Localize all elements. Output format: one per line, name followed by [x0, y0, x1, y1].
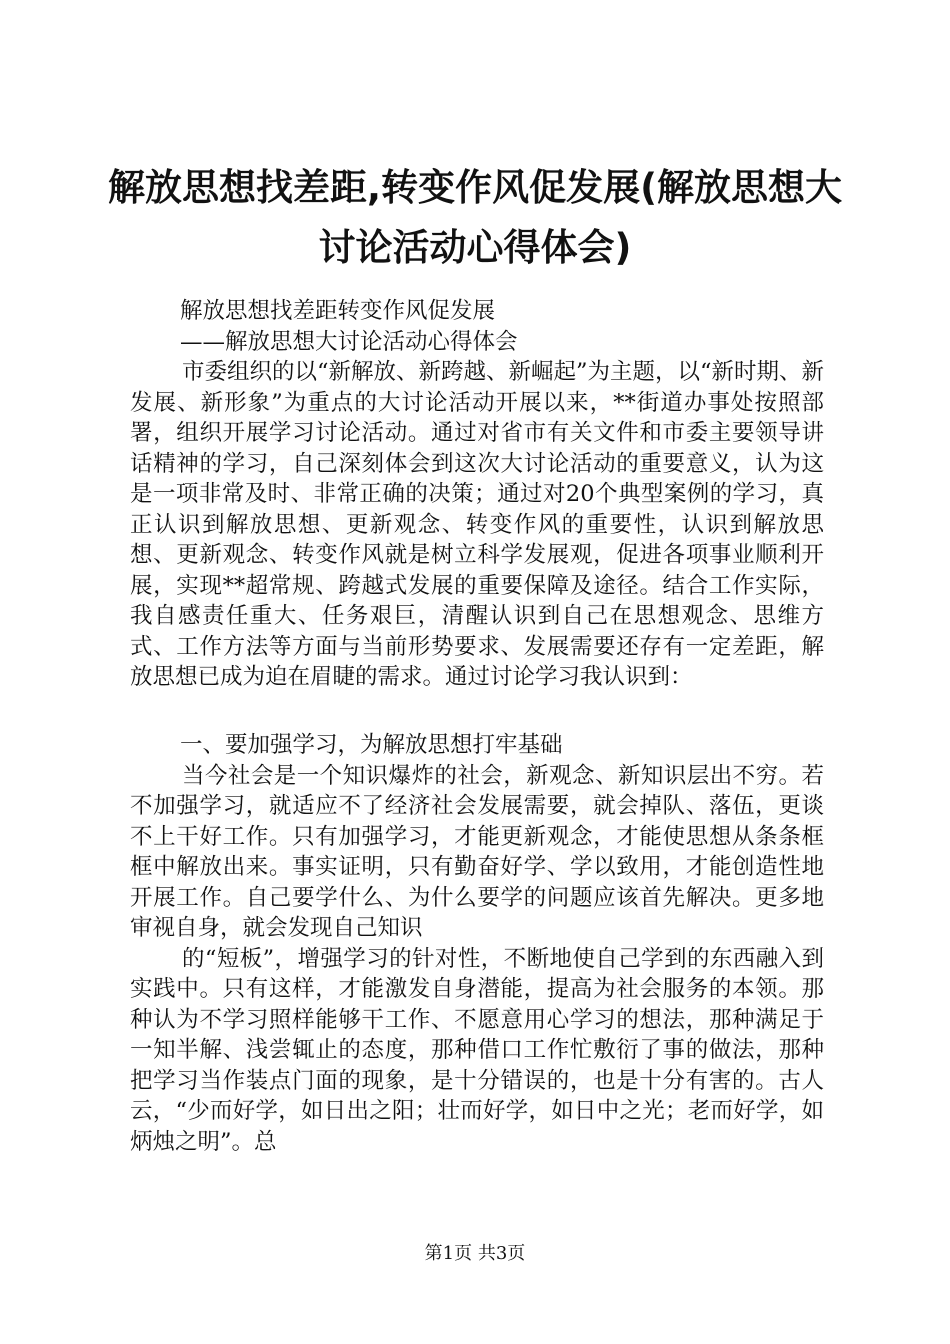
subtitle-main: 解放思想找差距转变作风促发展: [180, 298, 496, 324]
section-one: [130, 730, 824, 1157]
paragraph-study: 当今社会是一个知识爆炸的社会，新观念、新知识层出不穷。若不加强学习，就适应不了经济社会发展需要，就会掉队、落伍，更谈不上干好工作。只有加强学习，才能更新观念，才能使思想从条条框框中解放出来。事实证明，只有勤奋好学、学以致用，才能创造性地开展工作。自己要学什么、为什么要学的问题应该首先解决。更多地审视自身，就会发现自己知识: [130, 762, 824, 941]
section-heading: 一、要加强学习，为解放思想打牢基础: [180, 732, 563, 758]
subtitle-block: [130, 296, 824, 693]
paragraph-intro: 市委组织的以“新解放、新跨越、新崛起”为主题，以“新时期、新发展、新形象”为重点的大讨论活动开展以来，**街道办事处按照部署，组织开展学习讨论活动。通过对省市有关文件和市委主要领导讲话精神的学习，自己深刻体会到这次大讨论活动的重要意义，认为这是一项非常及时、非常正确的决策；通过对20个典型案例的学习，真正认识到解放思想、更新观念、转变作风的重要性，认识到解放思想、更新观念、转变作风就是树立科学发展观，促进各项事业顺利开展，实现**超常规、跨越式发展的重要保障及途径。结合工作实际，我自感责任重大、任务艰巨，清醒认识到自己在思想观念、思维方式、工作方法等方面与当前形势要求、发展需要还存有一定差距，解放思想已成为迫在眉睫的需求。通过讨论学习我认识到：: [130, 359, 825, 690]
subtitle-sub: ——解放思想大讨论活动心得体会: [180, 328, 518, 355]
document-title: 解放思想找差距,转变作风促发展(解放思想大讨论活动心得体会): [108, 166, 842, 269]
paragraph-study-cont: 的“短板”，增强学习的针对性，不断地使自己学到的东西融入到实践中。只有这样，才能激发自身潜能，提高为社会服务的本领。那种认为不学习照样能够干工作、不愿意用心学习的想法，那种满足于一知半解、浅尝辄止的态度，那种借口工作忙敷衍了事的做法，那种把学习当作装点门面的现象，是十分错误的，也是十分有害的。古人云，“少而好学，如日出之阳；壮而好学，如日中之光；老而好学，如炳烛之明”。总: [130, 945, 824, 1155]
page-number: 第1页 共3页: [424, 1243, 526, 1264]
